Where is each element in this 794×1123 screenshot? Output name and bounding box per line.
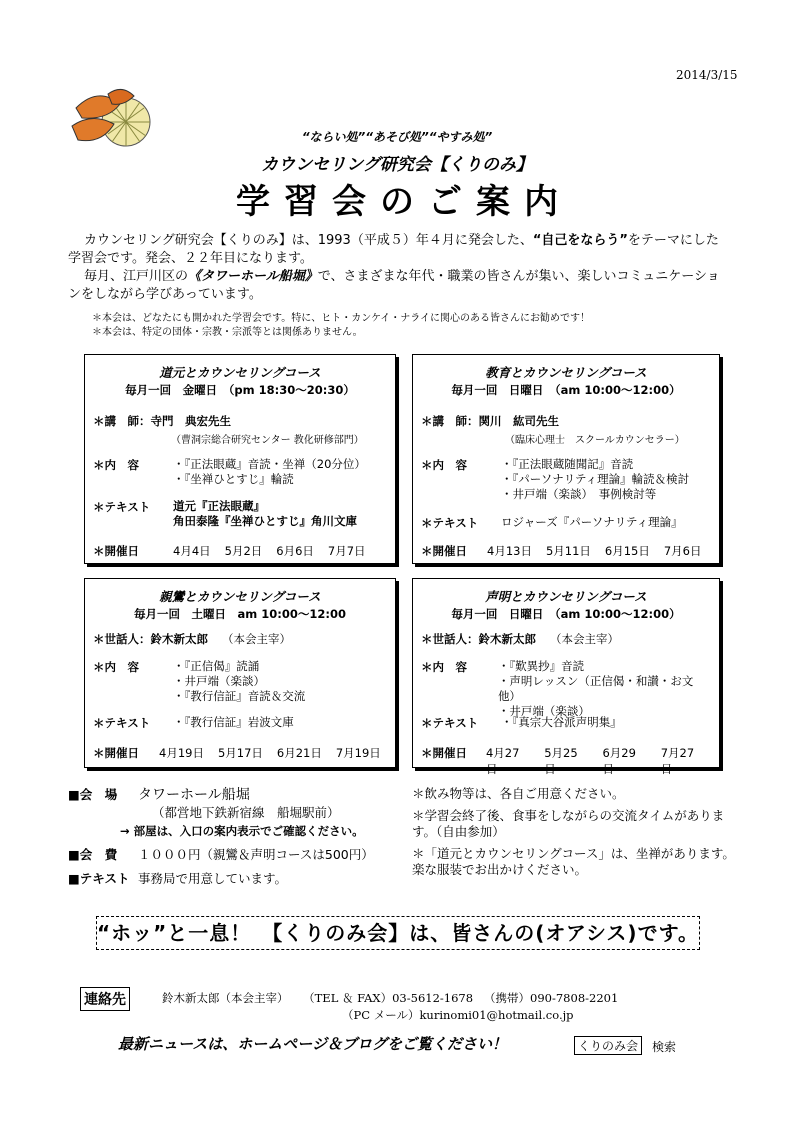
course-schedule: 毎月一回 金曜日 （pm 18:30〜20:30） — [125, 383, 355, 397]
page-title: 学習会のご案内 — [236, 182, 572, 222]
course-title: 親鸞とカウンセリングコース — [159, 589, 321, 604]
course-text: 道元『正法眼蔵』 角田泰隆『坐禅ひとすじ』角川文庫 — [173, 499, 357, 528]
session-date: 4月19日 — [159, 746, 204, 760]
session-date: 7月27日 — [660, 746, 695, 776]
session-date: 4月27日 — [485, 746, 520, 776]
venue-info: ■会 場 タワーホール船堀 （都営地下鉄新宿線 船堀駅前） → 部屋は、入口の案内表示でご確認ください。 ■会 費 １０００円（親鸞＆声明コースは500円） ■テキスト 事務局で用意しています。 — [68, 787, 374, 886]
session-date: 7月6日 — [663, 544, 702, 558]
document-date: 2014/3/15 — [676, 68, 738, 82]
lecturer-affiliation: （本会主宰） — [222, 632, 291, 646]
contact-tel: （TEL ＆ FAX）03-5612-1678 — [303, 991, 474, 1005]
tagline: “ならい処”“あそび処”“やすみ処” — [301, 130, 493, 144]
course-title: 声明とカウンセリングコース — [485, 589, 647, 604]
note-line: ＊「道元とカウンセリングコース」は、坐禅があります。楽な服装でお出かけください。 — [412, 846, 735, 877]
session-date: 5月25日 — [544, 746, 578, 776]
fee: １０００円（親鸞＆声明コースは500円） — [138, 847, 374, 862]
lecturer: 寺門 典宏先生 — [150, 414, 231, 428]
course-content: ・『正法眼蔵』音読・坐禅（20分位） ・『坐禅ひとすじ』輪読 — [173, 457, 366, 486]
course-schedule: 毎月一回 日曜日 （am 10:00〜12:00） — [451, 607, 681, 621]
session-date: 7月7日 — [327, 544, 366, 558]
contact-mobile: （携帯）090-7808-2201 — [484, 991, 619, 1005]
contact-info — [162, 990, 618, 1024]
search-term-box: くりのみ会 — [574, 1036, 642, 1055]
search-label: 検索 — [652, 1040, 677, 1054]
course-schedule: 毎月一回 日曜日 （am 10:00〜12:00） — [451, 383, 681, 397]
session-date: 5月11日 — [545, 544, 591, 558]
note-line: ＊飲み物等は、各自ご用意ください。 — [412, 786, 625, 801]
course-content: ・『歎異抄』音読 ・声明レッスン（正信偈・和讃・お文 他） ・井戸端（楽談） — [497, 659, 694, 718]
additional-notes — [412, 786, 742, 884]
notes — [92, 312, 590, 340]
course-title: 道元とカウンセリングコース — [159, 365, 321, 380]
course-text: ロジャーズ『パーソナリティ理論』 — [501, 515, 683, 529]
session-date: 7月19日 — [335, 746, 381, 760]
note-line: ＊学習会終了後、食事をしながらの交流タイムがあります。（自由参加） — [412, 808, 725, 839]
contact-email: （PC メール）kurinomi01@hotmail.co.jp — [342, 1008, 574, 1022]
note-line: ＊本会は、どなたにも開かれた学習会です。特に、ヒト・カンケイ・ナライに関心のある皆さんにお勧めです！ — [92, 313, 590, 324]
session-date: 6月29日 — [602, 746, 636, 776]
session-date: 6月6日 — [276, 544, 314, 558]
lecturer: 鈴木新太郎 — [478, 632, 536, 646]
session-date: 6月15日 — [604, 544, 650, 558]
course-schedule: 毎月一回 土曜日 am 10:00〜12:00 — [134, 607, 346, 621]
course-card-shinran: 親鸞とカウンセリングコース 毎月一回 土曜日 am 10:00〜12:00 ＊世話人： 鈴木新太郎 （本会主宰） ＊内 容 ・『正信偈』読誦 ・井戸端（楽談） ・『教行信証』音読＆交流 ＊テキスト ・『教行信証』岩波文庫 ＊開催日 4月19日 5月17日 6月21日 7月19日 — [84, 578, 396, 768]
session-date: 5月2日 — [224, 544, 263, 558]
lecturer-affiliation: （本会主宰） — [550, 632, 619, 646]
course-text: ・『教行信証』岩波文庫 — [173, 715, 294, 729]
organization-name: カウンセリング研究会【くりのみ】 — [261, 155, 533, 175]
oasis-banner: “ホッ”と一息！ 【くりのみ会】は、皆さんの(オアシス)です。 — [96, 916, 700, 950]
contact-name: 鈴木新太郎（本会主宰） — [162, 991, 289, 1005]
text-note: 事務局で用意しています。 — [138, 871, 288, 886]
venue-access: （都営地下鉄新宿線 船堀駅前） — [152, 805, 340, 820]
course-title: 教育とカウンセリングコース — [485, 365, 647, 380]
room-note: → 部屋は、入口の案内表示でご確認ください。 — [120, 824, 364, 838]
contact-label: 連絡先 — [80, 987, 130, 1011]
course-content: ・『正信偈』読誦 ・井戸端（楽談） ・『教行信証』音読＆交流 — [173, 659, 306, 703]
course-card-education: 教育とカウンセリングコース 毎月一回 日曜日 （am 10:00〜12:00） ＊講 師： 関川 紘司先生 （臨床心理士 スクールカウンセラー） ＊内 容 ・『正法眼蔵随聞記』音読 ・『パーソナリティ理論』輪読＆検討 ・井戸端（楽談） 事例検討等 ＊テキスト ロジャーズ『パーソナリティ理論』 ＊開催日 4月13日 5月11日 6月15日 7月6日 — [412, 354, 720, 564]
course-card-shomyo: 声明とカウンセリングコース 毎月一回 日曜日 （am 10:00〜12:00） ＊世話人： 鈴木新太郎 （本会主宰） ＊内 容 ・『歎異抄』音読 ・声明レッスン（正信偈・和讃・お文 他） ・井戸端（楽談） ＊テキスト ・『真宗大谷派声明集』 ＊開催日 4月27日 5月25日 6月29日 7月27日 — [412, 578, 720, 768]
session-date: 6月21日 — [276, 746, 322, 760]
session-date: 4月13日 — [487, 544, 532, 558]
course-text: ・『真宗大谷派声明集』 — [501, 715, 622, 729]
note-line: ＊本会は、特定の団体・宗教・宗派等とは関係ありません。 — [92, 327, 363, 338]
intro-text: カウンセリング研究会【くりのみ】は、1993（平成５）年４月に発会した、“自己をならう”をテーマにした学習会です。発会、２２年目になります。 毎月、江戸川区の《タワーホール船堀》で、さまざまな年代・職業の皆さんが集い、楽しいコミュニケーションをしながら学びあっています。 — [68, 233, 720, 302]
lecturer: 鈴木新太郎 — [150, 632, 208, 646]
course-card-dogen: 道元とカウンセリングコース 毎月一回 金曜日 （pm 18:30〜20:30） ＊講 師： 寺門 典宏先生 （曹洞宗総合研究センター 教化研修部門） ＊内 容 ・『正法眼蔵』音読・坐禅（20分位） ・『坐禅ひとすじ』輪読 ＊テキスト 道元『正法眼蔵』 角田泰隆『坐禅ひとすじ』角川文庫 ＊開催日 4月4日 5月2日 6月6日 7月7日 — [84, 354, 396, 564]
news-notice: 最新ニュースは、ホームページ＆ブログをご覧ください！ — [118, 1035, 507, 1053]
session-date: 5月17日 — [217, 746, 263, 760]
lecturer: 関川 紘司先生 — [478, 414, 559, 428]
course-content: ・『正法眼蔵随聞記』音読 ・『パーソナリティ理論』輪読＆検討 ・井戸端（楽談） 事例検討等 — [501, 457, 690, 501]
session-date: 4月4日 — [173, 544, 211, 558]
venue-name: タワーホール船堀 — [138, 787, 250, 803]
lecturer-affiliation: （臨床心理士 スクールカウンセラー） — [505, 435, 685, 446]
lecturer-affiliation: （曹洞宗総合研究センター 教化研修部門） — [171, 435, 364, 446]
